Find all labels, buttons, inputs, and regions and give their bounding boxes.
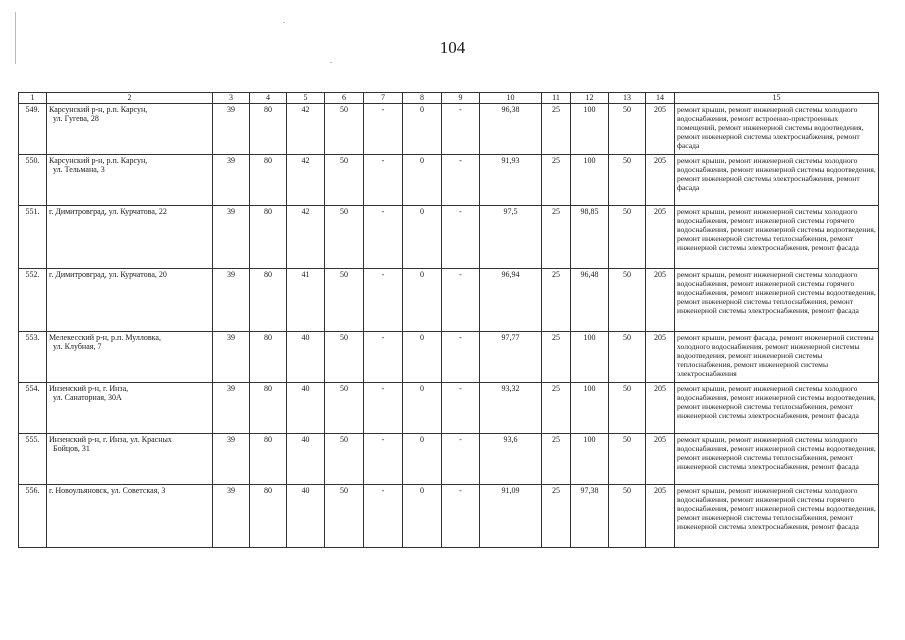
address-line: ул. Санаторная, 30А [53,393,122,403]
address-line: ул. Гугева, 28 [53,114,99,124]
table-row [19,382,879,433]
value-cell-4: 80 [250,331,287,382]
address-line: Карсунский р-н, р.п. Карсун, [49,104,148,114]
value-cell-11: 25 [542,205,571,268]
value-cell-14: 205 [646,205,675,268]
value-cell-4: 80 [250,433,287,484]
value-cell-13: 50 [609,484,646,547]
value-cell-6: 50 [325,154,364,205]
works-cell: ремонт крыши, ремонт инженерной системы холодного водоснабжения, ремонт встроенно-пристроенных помещений, ремонт инженерной системы водоотведения, ремонт инженерной системы электроснабжения, ремонт фасада [675,103,879,154]
value-cell-4: 80 [250,484,287,547]
value-cell-8: 0 [403,382,442,433]
value-cell-5: 42 [287,154,325,205]
table-row [19,268,879,331]
value-cell-8: 0 [403,331,442,382]
works-cell: ремонт крыши, ремонт инженерной системы холодного водоснабжения, ремонт инженерной системы горячего водоснабжения, ремонт инженерной системы водоотведения, ремонт инженерной системы теплоснабжения, ремонт инженерной системы электроснабжения, ремонт фасада [675,268,879,331]
value-cell-3: 39 [213,484,250,547]
value-cell-12: 100 [571,382,609,433]
value-cell-5: 40 [287,382,325,433]
value-cell-10: 93,32 [480,382,542,433]
table-row [19,433,879,484]
page-number: 104 [439,38,466,57]
address-line: ул. Тельмана, 3 [53,165,105,175]
value-cell-14: 205 [646,382,675,433]
address-cell [47,433,213,484]
value-cell-14: 205 [646,433,675,484]
value-cell-13: 50 [609,331,646,382]
value-cell-12: 97,38 [571,484,609,547]
address-cell [47,154,213,205]
value-cell-9: - [442,154,480,205]
column-number-2: 2 [47,93,213,104]
row-number: 555. [19,433,47,484]
value-cell-12: 100 [571,103,609,154]
scan-mark [330,62,332,63]
value-cell-3: 39 [213,268,250,331]
column-number-8: 8 [403,93,442,104]
value-cell-13: 50 [609,433,646,484]
value-cell-11: 25 [542,484,571,547]
value-cell-12: 100 [571,433,609,484]
value-cell-11: 25 [542,433,571,484]
value-cell-13: 50 [609,382,646,433]
row-number: 549. [19,103,47,154]
value-cell-11: 25 [542,382,571,433]
value-cell-4: 80 [250,103,287,154]
value-cell-14: 205 [646,484,675,547]
table-row [19,205,879,268]
value-cell-13: 50 [609,268,646,331]
value-cell-5: 40 [287,331,325,382]
address-line: г. Димитровград, ул. Курчатова, 22 [49,206,167,216]
address-cell [47,382,213,433]
value-cell-9: - [442,205,480,268]
address-line: ул. Клубная, 7 [53,342,102,352]
column-number-5: 5 [287,93,325,104]
value-cell-10: 97,5 [480,205,542,268]
value-cell-6: 50 [325,433,364,484]
value-cell-11: 25 [542,268,571,331]
address-line: г. Димитровград, ул. Курчатова, 20 [49,269,167,279]
value-cell-14: 205 [646,268,675,331]
row-number: 551. [19,205,47,268]
column-number-6: 6 [325,93,364,104]
address-line: Инзенский р-н, г. Инза, ул. Красных [49,434,172,444]
value-cell-7: - [364,433,403,484]
value-cell-10: 96,38 [480,103,542,154]
address-line: Карсунский р-н, р.п. Карсун, [49,155,148,165]
address-line: г. Новоульяновск, ул. Советская, 3 [49,485,166,495]
address-cell [47,331,213,382]
address-cell [47,205,213,268]
row-number: 554. [19,382,47,433]
value-cell-4: 80 [250,268,287,331]
row-number: 553. [19,331,47,382]
value-cell-13: 50 [609,205,646,268]
value-cell-7: - [364,382,403,433]
value-cell-8: 0 [403,433,442,484]
value-cell-6: 50 [325,484,364,547]
value-cell-14: 205 [646,331,675,382]
value-cell-5: 42 [287,103,325,154]
value-cell-9: - [442,382,480,433]
value-cell-7: - [364,484,403,547]
value-cell-11: 25 [542,154,571,205]
works-cell: ремонт крыши, ремонт инженерной системы холодного водоснабжения, ремонт инженерной системы горячего водоснабжения, ремонт инженерной системы водоотведения, ремонт инженерной системы теплоснабжения, ремонт инженерной системы электроснабжения, ремонт фасада [675,205,879,268]
value-cell-3: 39 [213,205,250,268]
value-cell-10: 91,09 [480,484,542,547]
value-cell-4: 80 [250,382,287,433]
address-cell [47,103,213,154]
value-cell-3: 39 [213,433,250,484]
column-number-14: 14 [646,93,675,104]
table-row [19,484,879,547]
works-cell: ремонт крыши, ремонт инженерной системы холодного водоснабжения, ремонт инженерной системы водоотведения, ремонт инженерной системы теплоснабжения, ремонт инженерной системы электроснабжения, ремонт фасада [675,433,879,484]
value-cell-10: 93,6 [480,433,542,484]
works-cell: ремонт крыши, ремонт фасада, ремонт инженерной системы холодного водоснабжения, ремонт инженерной системы водоотведения, ремонт инженерной системы теплоснабжения, ремонт инженерной системы электроснабжения [675,331,879,382]
value-cell-12: 96,48 [571,268,609,331]
table-row [19,331,879,382]
address-line: Мелекесский р-н, р.п. Мулловка, [49,332,161,342]
scan-mark [15,12,16,64]
value-cell-14: 205 [646,154,675,205]
value-cell-11: 25 [542,103,571,154]
value-cell-3: 39 [213,382,250,433]
value-cell-10: 97,77 [480,331,542,382]
column-number-10: 10 [480,93,542,104]
value-cell-12: 100 [571,331,609,382]
value-cell-4: 80 [250,205,287,268]
works-cell: ремонт крыши, ремонт инженерной системы холодного водоснабжения, ремонт инженерной системы водоотведения, ремонт инженерной системы электроснабжения, ремонт фасада [675,154,879,205]
column-number-7: 7 [364,93,403,104]
value-cell-14: 205 [646,103,675,154]
value-cell-6: 50 [325,268,364,331]
address-line: Инзенский р-н, г. Инза, [49,383,129,393]
value-cell-13: 50 [609,103,646,154]
column-number-1: 1 [19,93,47,104]
row-number: 550. [19,154,47,205]
column-number-row [19,93,879,104]
value-cell-7: - [364,205,403,268]
value-cell-9: - [442,268,480,331]
scan-mark [283,22,285,23]
value-cell-5: 42 [287,205,325,268]
value-cell-9: - [442,433,480,484]
address-cell [47,268,213,331]
value-cell-8: 0 [403,205,442,268]
value-cell-8: 0 [403,154,442,205]
value-cell-6: 50 [325,331,364,382]
value-cell-8: 0 [403,484,442,547]
works-cell: ремонт крыши, ремонт инженерной системы холодного водоснабжения, ремонт инженерной системы водоотведения, ремонт инженерной системы теплоснабжения, ремонт инженерной системы электроснабжения, ремонт фасада [675,382,879,433]
value-cell-5: 40 [287,484,325,547]
value-cell-7: - [364,331,403,382]
address-line: Бойцов, 31 [53,444,90,454]
column-number-15: 15 [675,93,879,104]
value-cell-9: - [442,331,480,382]
value-cell-6: 50 [325,103,364,154]
value-cell-3: 39 [213,103,250,154]
value-cell-11: 25 [542,331,571,382]
repair-table [18,92,879,548]
value-cell-7: - [364,103,403,154]
value-cell-10: 96,94 [480,268,542,331]
value-cell-3: 39 [213,154,250,205]
table-row [19,154,879,205]
value-cell-12: 98,85 [571,205,609,268]
column-number-9: 9 [442,93,480,104]
column-number-13: 13 [609,93,646,104]
works-cell: ремонт крыши, ремонт инженерной системы холодного водоснабжения, ремонт инженерной системы горячего водоснабжения, ремонт инженерной системы водоотведения, ремонт инженерной системы теплоснабжения, ремонт инженерной системы электроснабжения, ремонт фасада [675,484,879,547]
value-cell-9: - [442,103,480,154]
value-cell-5: 40 [287,433,325,484]
column-number-3: 3 [213,93,250,104]
value-cell-7: - [364,154,403,205]
row-number: 552. [19,268,47,331]
value-cell-10: 91,93 [480,154,542,205]
value-cell-9: - [442,484,480,547]
value-cell-5: 41 [287,268,325,331]
value-cell-7: - [364,268,403,331]
value-cell-4: 80 [250,154,287,205]
value-cell-8: 0 [403,103,442,154]
column-number-12: 12 [571,93,609,104]
value-cell-12: 100 [571,154,609,205]
value-cell-8: 0 [403,268,442,331]
column-number-4: 4 [250,93,287,104]
address-cell [47,484,213,547]
value-cell-13: 50 [609,154,646,205]
table-row [19,103,879,154]
row-number: 556. [19,484,47,547]
column-number-11: 11 [542,93,571,104]
value-cell-6: 50 [325,205,364,268]
value-cell-6: 50 [325,382,364,433]
value-cell-3: 39 [213,331,250,382]
